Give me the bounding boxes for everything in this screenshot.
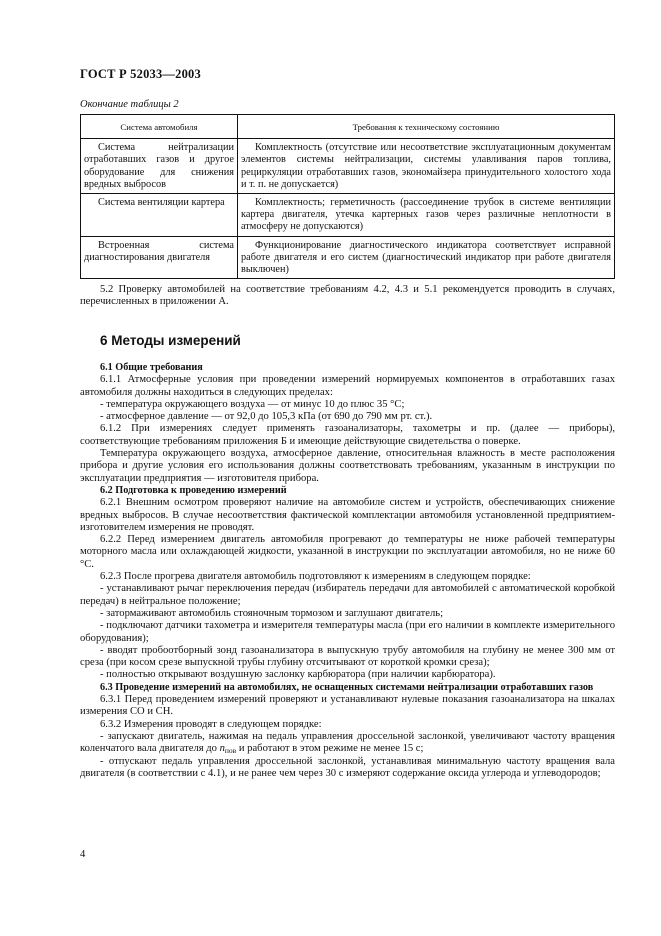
table-row — [81, 236, 615, 279]
n-variable: n — [219, 743, 225, 755]
table-header-system: Система автомобиля — [81, 115, 238, 139]
clause-6-2-3-item: - затормаживают автомобиль стояночным тормозом и заглушают двигатель; — [100, 607, 444, 619]
clause-6-1-1-item: - атмосферное давление — от 92,0 до 105,3 кПа (от 690 до 790 мм рт. ст.). — [100, 411, 433, 423]
table-cell-requirement: Комплектность; герметичность (рассоединение трубок в системе вентиляции картера двигателя, утечка картерных газов через различные неплотности в атмосферу не допускаются) — [238, 194, 615, 237]
clause-6-1-2-paragraph: Температура окружающего воздуха, атмосферное давление, относительная влажность в месте расположения прибора и другие условия его использования должны соответствовать требованиям, указанным в инструкции по эксплуатации предприятия — изготовителя прибора. — [80, 448, 615, 484]
table-header-requirements: Требования к техническому состоянию — [238, 115, 615, 139]
section-title: 6 Методы измерений — [100, 333, 241, 348]
table-cell-system: Система вентиляции картера — [81, 194, 238, 237]
clause-6-2-3: 6.2.3 После прогрева двигателя автомобиль подготовляют к измерениям в следующем порядке: — [100, 571, 531, 583]
clause-5-2-block — [80, 284, 615, 309]
table-caption: Окончание таблицы 2 — [80, 99, 179, 110]
clause-6-2-3-item: - полностью открывают воздушную заслонку карбюратора (при наличии карбюратора). — [100, 669, 496, 681]
clause-6-3-1: 6.3.1 Перед проведением измерений проверяют и устанавливают нулевые показания газоанализатора на шкалах измерения СО и СН. — [80, 694, 615, 718]
table-row — [81, 194, 615, 237]
clause-5-2: 5.2 Проверку автомобилей на соответствие требованиям 4.2, 4.3 и 5.1 рекомендуется проводить в случаях, перечисленных в приложении А. — [80, 284, 615, 308]
table-cell-system: Встроенная система диагностирования двигателя — [81, 236, 238, 279]
clause-6-2-3-item: - подключают датчики тахометра и измерителя температуры масла (при его наличии в комплекте измерительного оборудования); — [80, 620, 615, 644]
requirements-table — [80, 114, 615, 279]
clause-6-2-3-item: - устанавливают рычаг переключения передач (избиратель передачи для автомобилей с автоматической коробкой передач) в нейтральное положение; — [80, 583, 615, 607]
clause-6-1-1-item: - температура окружающего воздуха — от минус 10 до плюс 35 °С; — [100, 398, 405, 410]
document-header: ГОСТ Р 52033—2003 — [80, 67, 201, 81]
clause-6-1-1: 6.1.1 Атмосферные условия при проведении измерений нормируемых компонентов в отработавших газах автомобиля должны находиться в следующих пределах: — [80, 374, 615, 398]
clause-6-2-2: 6.2.2 Перед измерением двигатель автомобиля прогревают до температуры не ниже рабочей температуры моторного масла или охлаждающей жидкости, указанной в инструкции по эксплуатации автомобиля, но не ниже 60 °С. — [80, 534, 615, 570]
subsection-6-2-title: 6.2 Подготовка к проведению измерений — [100, 484, 287, 496]
table-cell-system: Система нейтрализации отработавших газов и другое оборудование для снижения вредных выбросов — [81, 139, 238, 194]
page-number: 4 — [80, 849, 86, 860]
clause-6-1-2: 6.1.2 При измерениях следует применять газоанализаторы, тахометры и пр. (далее — приборы), соответствующие требованиям приложения Б и имеющие действующие свидетельства о поверке. — [80, 423, 615, 447]
section-6-body — [80, 362, 615, 780]
subsection-6-3-title: 6.3 Проведение измерений на автомобилях, не оснащенных системами нейтрализации отработавших газов — [100, 681, 594, 693]
table-cell-requirement: Функционирование диагностического индикатора соответствует исправной работе двигателя и его систем (диагностический индикатор при работе двигателя выключен) — [238, 236, 615, 279]
clause-6-3-2-item: - отпускают педаль управления дроссельной заслонкой, устанавливая минимальную частоту вращения вала двигателя (в соответствии с 4.1), и не ранее чем через 30 с измеряют содержание оксида углерода и углеводородов; — [80, 755, 615, 779]
table-row — [81, 139, 615, 194]
subsection-6-1-title: 6.1 Общие требования — [100, 362, 203, 373]
clause-6-2-3-item: - вводят пробоотборный зонд газоанализатора в выпускную трубу автомобиля на глубину не менее 300 мм от среза (при косом срезе выпускной трубы глубину отсчитывают от короткой кромки среза); — [80, 644, 615, 669]
n-subscript: пов — [224, 746, 237, 756]
table-header-row — [81, 115, 615, 139]
clause-6-3-2-item: - запускают двигатель, нажимая на педаль управления дроссельной заслонкой, увеличивают частоту вращения коленчатого вала двигателя до $n_{пов}$ и работают в этом режиме не менее 15 с; — [80, 730, 615, 756]
clause-6-2-1: 6.2.1 Внешним осмотром проверяют наличие на автомобиле систем и устройств, обеспечивающих снижение вредных выбросов. В случае несоответствия фактической комплектации автомобиля установленной предприятием-изготовителем измерения не проводят. — [80, 497, 615, 533]
table-cell-requirement: Комплектность (отсутствие или несоответствие эксплуатационным документам элементов системы нейтрализации, системы улавливания паров топлива, рециркуляции отработавших газов, экономайзера принудительного холостого хода и т. п. не допускается) — [238, 139, 615, 194]
clause-6-3-2: 6.3.2 Измерения проводят в следующем порядке: — [100, 718, 322, 730]
